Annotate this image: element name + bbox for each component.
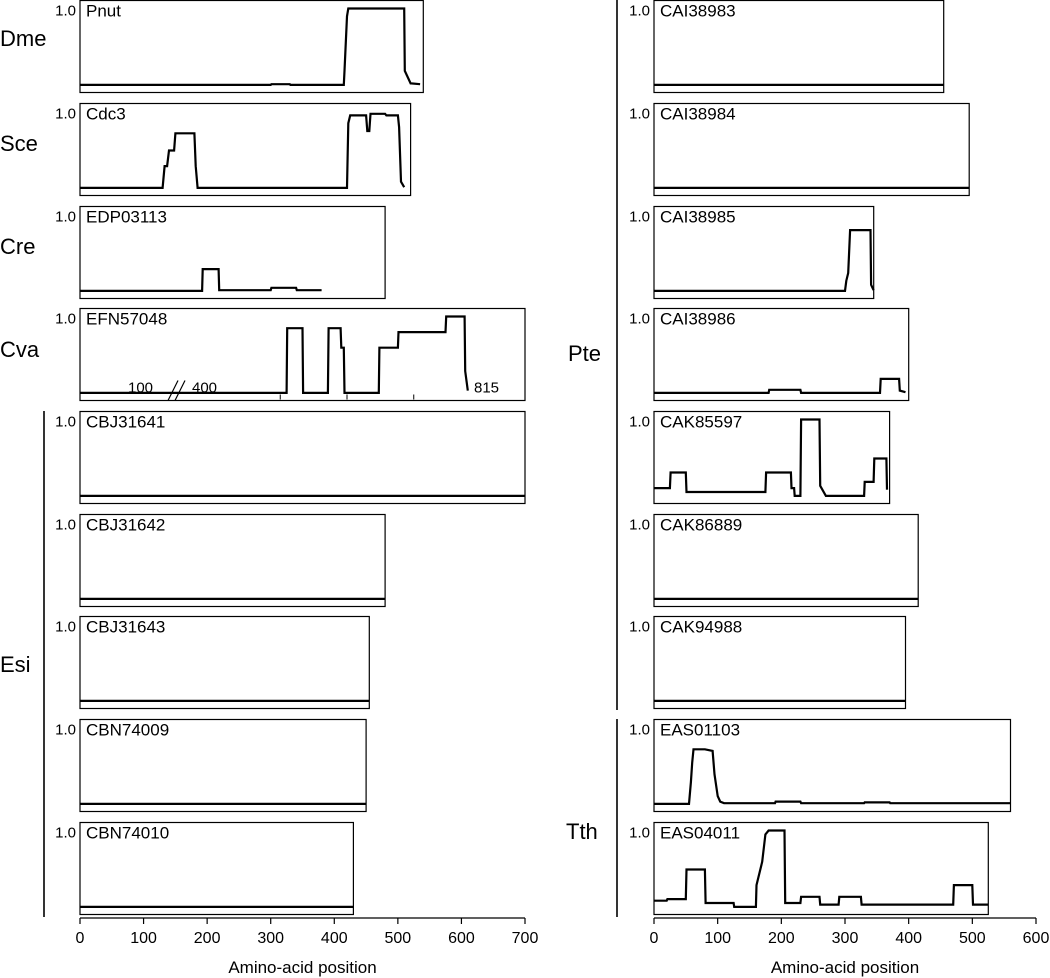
y-tick-label-cai38984: 1.0 xyxy=(629,105,650,123)
y-tick-label-eas01103: 1.0 xyxy=(629,721,650,739)
disorder-trace-cai38985 xyxy=(654,230,874,291)
y-tick-label-eas04011: 1.0 xyxy=(629,824,650,842)
x-tick-label-right-300: 300 xyxy=(831,930,859,947)
species-label-cva: Cva xyxy=(0,337,40,362)
y-tick-label-cak86889: 1.0 xyxy=(629,516,650,534)
y-tick-label-cai38986: 1.0 xyxy=(629,310,650,328)
x-tick-label-right-400: 400 xyxy=(895,930,923,947)
sequence-end-label: 815 xyxy=(474,379,500,397)
protein-label-eas04011: EAS04011 xyxy=(660,823,741,843)
x-tick-label-left-0: 0 xyxy=(75,930,85,947)
protein-label-cak94988: CAK94988 xyxy=(660,617,743,637)
x-tick-label-left-100: 100 xyxy=(130,930,157,947)
protein-label-cak85597: CAK85597 xyxy=(660,412,743,432)
x-tick-label-left-500: 500 xyxy=(384,930,412,947)
x-tick-label-right-200: 200 xyxy=(767,930,795,947)
y-tick-label-cdc3: 1.0 xyxy=(55,105,76,123)
protein-label-pnut: Pnut xyxy=(86,1,121,21)
x-tick-label-left-700: 700 xyxy=(511,930,539,947)
protein-label-cai38983: CAI38983 xyxy=(660,1,736,21)
protein-label-cai38985: CAI38985 xyxy=(660,207,736,227)
y-tick-label-pnut: 1.0 xyxy=(55,2,76,20)
disorder-trace-eas01103 xyxy=(654,749,1011,804)
y-tick-label-cbj31642: 1.0 xyxy=(55,516,76,534)
x-axis-title-left: Amino-acid position xyxy=(228,958,377,977)
x-tick-label-right-100: 100 xyxy=(704,930,732,947)
panel-frame-pnut xyxy=(80,1,423,93)
disorder-trace-edp03113 xyxy=(80,269,322,291)
species-label-pte: Pte xyxy=(568,341,602,366)
protein-label-edp03113: EDP03113 xyxy=(86,207,167,227)
y-tick-label-cbj31641: 1.0 xyxy=(55,413,76,431)
panel-frame-cdc3 xyxy=(80,104,411,196)
protein-label-eas01103: EAS01103 xyxy=(660,720,741,740)
x-tick-label-left-600: 600 xyxy=(448,930,475,947)
protein-label-cbn74010: CBN74010 xyxy=(86,823,170,843)
species-label-cre: Cre xyxy=(0,234,36,259)
disorder-trace-cdc3 xyxy=(80,114,404,188)
protein-label-cbn74009: CBN74009 xyxy=(86,720,170,740)
x-tick-label-left-200: 200 xyxy=(193,930,221,947)
axis-break-label-after: 400 xyxy=(192,379,218,397)
x-tick-label-left-400: 400 xyxy=(320,930,348,947)
x-axis-title-right: Amino-acid position xyxy=(770,958,920,977)
y-tick-label-efn57048: 1.0 xyxy=(55,310,76,328)
protein-label-cdc3: Cdc3 xyxy=(86,104,126,124)
y-tick-label-cai38985: 1.0 xyxy=(629,208,650,226)
x-tick-label-right-600: 600 xyxy=(1022,930,1050,947)
x-tick-label-right-0: 0 xyxy=(649,930,659,947)
protein-label-cbj31643: CBJ31643 xyxy=(86,617,166,637)
y-tick-label-cak94988: 1.0 xyxy=(629,618,650,636)
y-tick-label-cai38983: 1.0 xyxy=(629,2,650,20)
protein-label-cai38986: CAI38986 xyxy=(660,309,736,329)
protein-label-cbj31642: CBJ31642 xyxy=(86,515,166,535)
y-tick-label-cak85597: 1.0 xyxy=(629,413,650,431)
species-label-tth: Tth xyxy=(566,819,598,844)
protein-label-cai38984: CAI38984 xyxy=(660,104,736,124)
species-label-esi: Esi xyxy=(0,652,31,677)
y-tick-label-cbn74009: 1.0 xyxy=(55,721,76,739)
y-tick-label-edp03113: 1.0 xyxy=(55,208,76,226)
disorder-trace-pnut xyxy=(80,9,420,85)
protein-label-efn57048: EFN57048 xyxy=(86,309,168,329)
protein-label-cak86889: CAK86889 xyxy=(660,515,743,535)
species-label-dme: Dme xyxy=(0,26,47,51)
axis-break-label-before: 100 xyxy=(128,379,154,397)
x-tick-label-left-300: 300 xyxy=(257,930,285,947)
y-tick-label-cbn74010: 1.0 xyxy=(55,824,76,842)
y-tick-label-cbj31643: 1.0 xyxy=(55,618,76,636)
species-label-sce: Sce xyxy=(0,131,38,156)
x-tick-label-right-500: 500 xyxy=(958,930,986,947)
disorder-trace-cai38986 xyxy=(654,379,906,393)
protein-label-cbj31641: CBJ31641 xyxy=(86,412,166,432)
